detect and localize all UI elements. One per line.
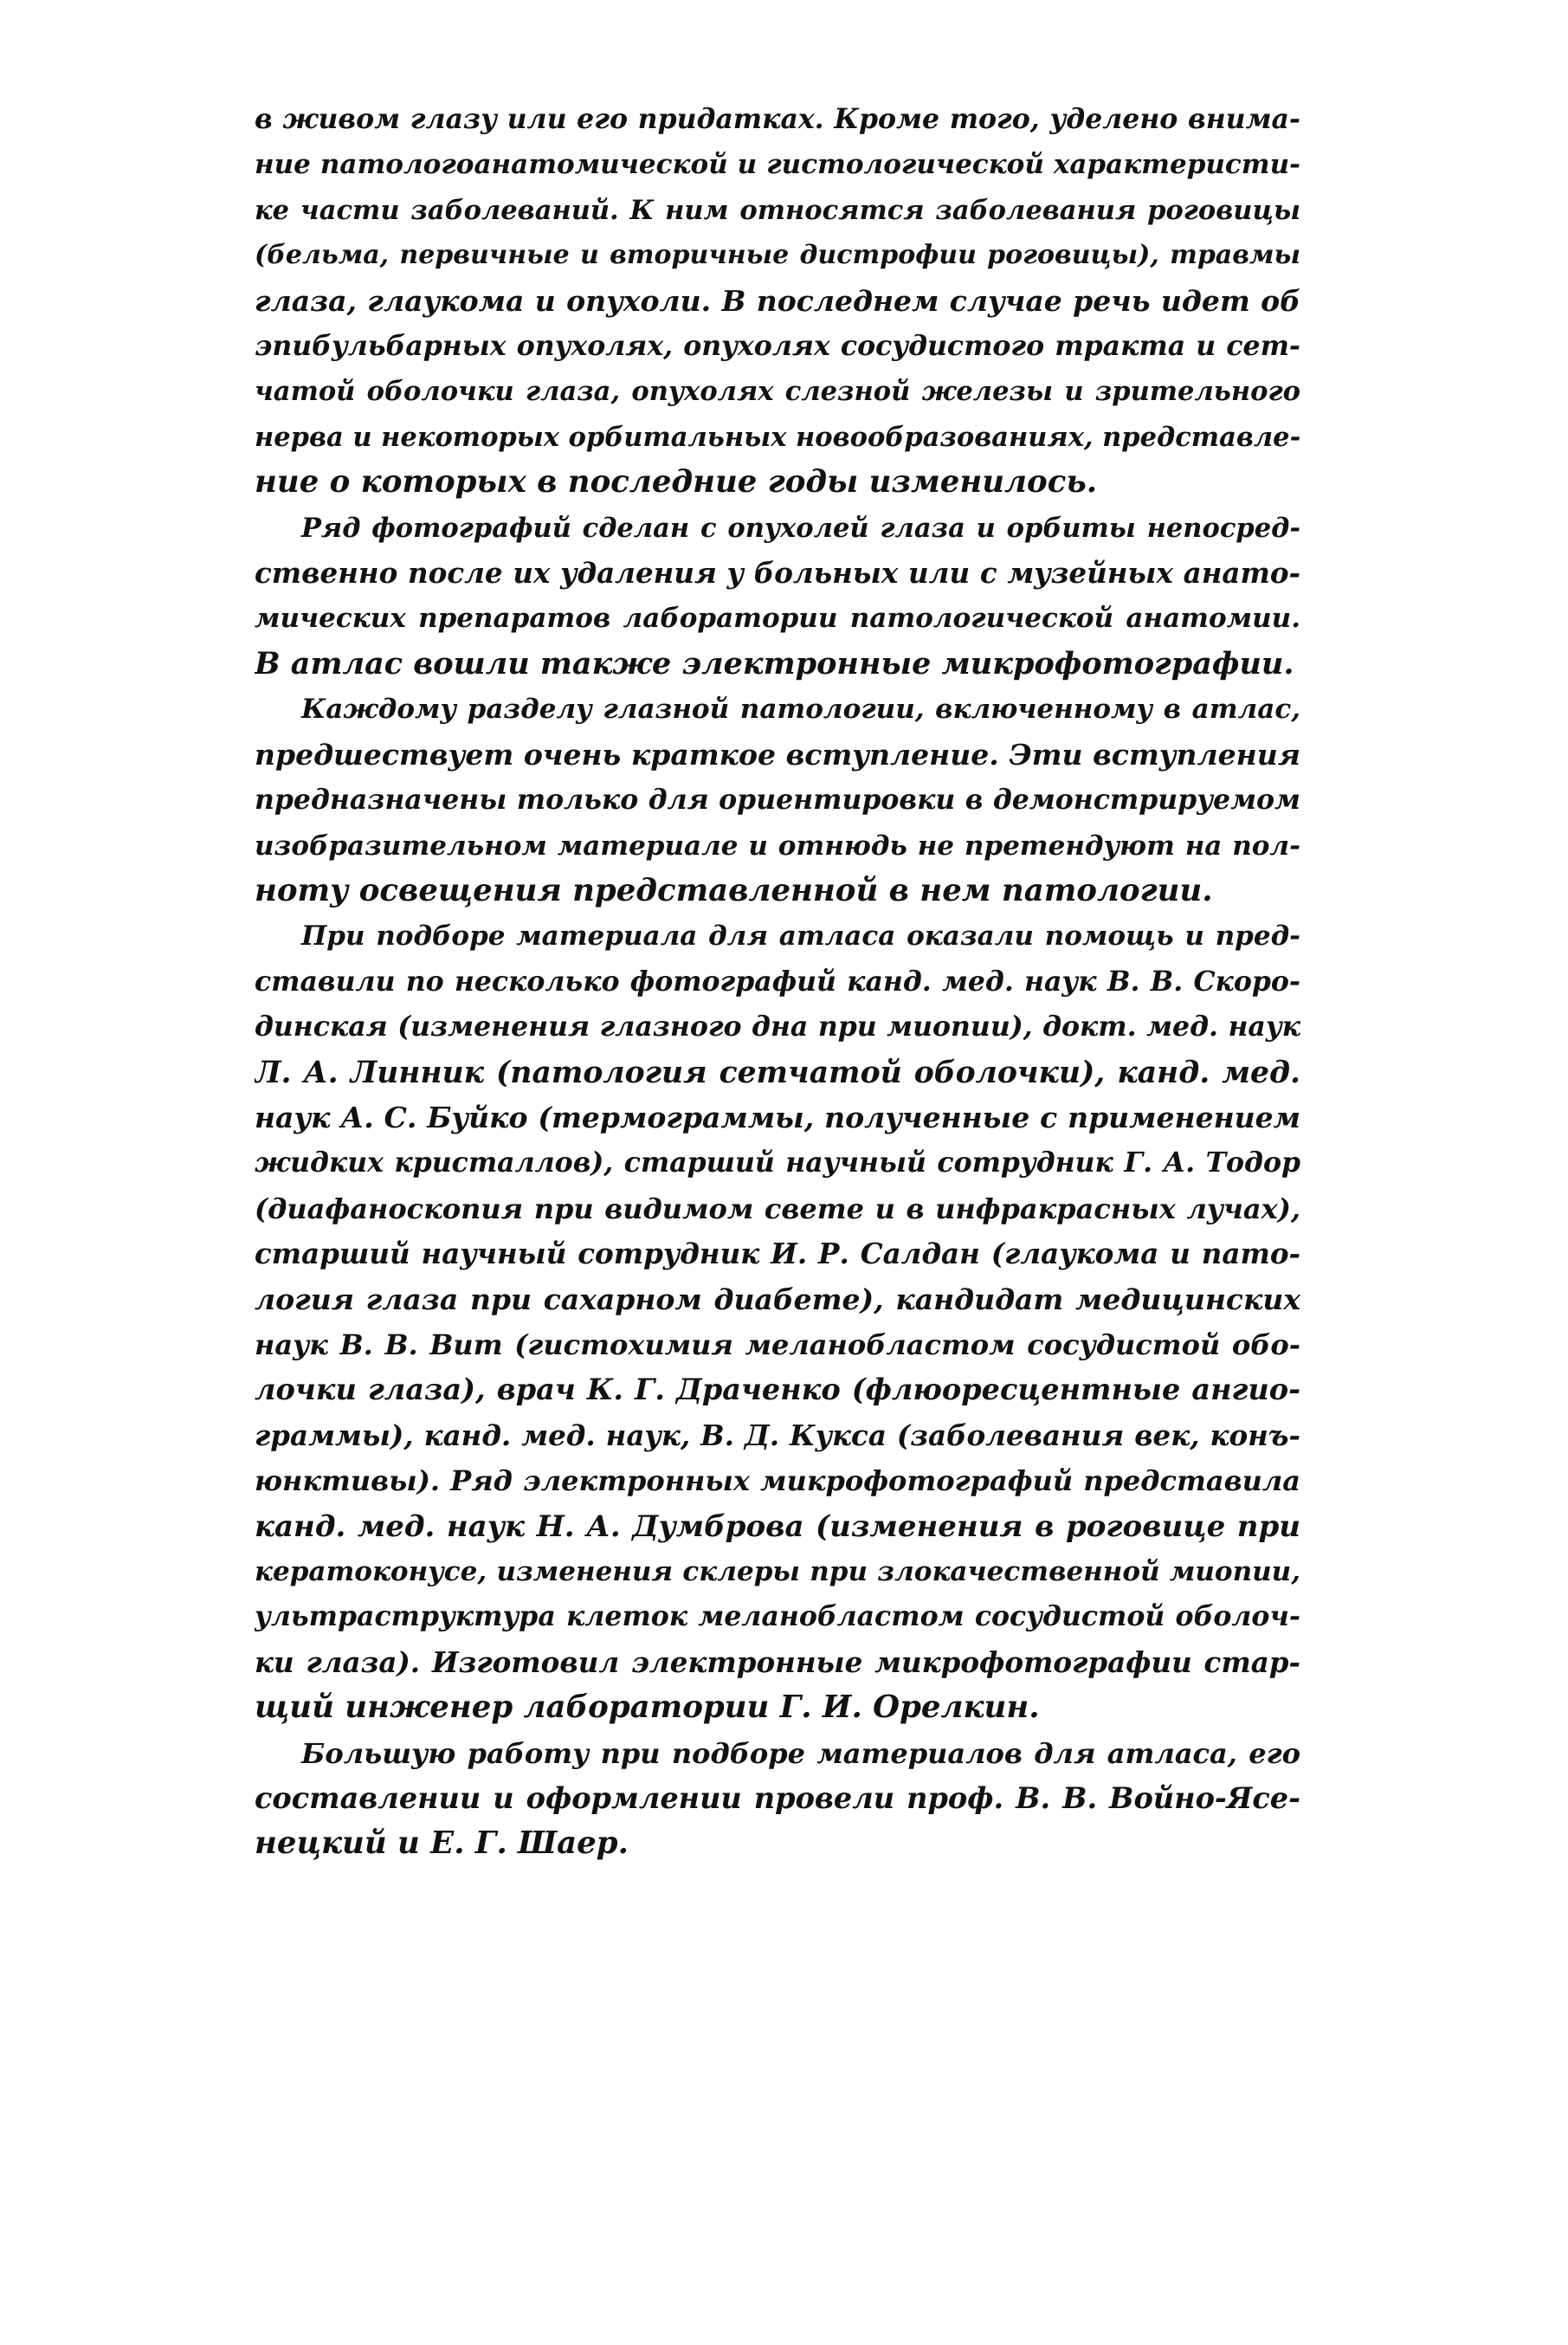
text-line: предшествует очень краткое вступление. Эти вступления (255, 737, 1300, 772)
text-line: ки глаза). Изготовил электронные микрофотографии стар- (255, 1644, 1300, 1679)
text-line: ноту освещения представленной в нем патологии. (255, 872, 1213, 908)
paragraph-1 (255, 97, 1300, 506)
text-line: Л. А. Линник (патология сетчатой оболочки), канд. мед. (255, 1055, 1300, 1090)
text-line: старший научный сотрудник И. Р. Салдан (глаукома и пато- (255, 1237, 1300, 1271)
text-line: При подборе материала для атласа оказали помощь и пред- (301, 921, 1300, 953)
text-line: мических препаратов лаборатории патологической анатомии. (255, 603, 1300, 635)
text-line: эпибульбарных опухолях, опухолях сосудистого тракта и сет- (255, 330, 1300, 363)
text-line: В атлас вошли также электронные микрофотографии. (255, 645, 1294, 682)
text-line: (диафаноскопия при видимом свете и в инфракрасных лучах), (255, 1192, 1300, 1225)
text-line: предназначены только для ориентировки в демонстрируемом (255, 784, 1300, 817)
text-line: юнктивы). Ряд электронных микрофотографий представила (255, 1464, 1300, 1498)
text-line: составлении и оформлении провели проф. В. В. Войно-Ясе- (255, 1781, 1300, 1816)
body-text (255, 97, 1300, 1867)
text-line: Каждому разделу глазной патологии, включенному в атлас, (301, 694, 1300, 726)
text-line: ультраструктура клеток меланобластом сосудистой оболоч- (255, 1600, 1300, 1633)
text-line: чатой оболочки глаза, опухолях слезной железы и зрительного (255, 376, 1300, 408)
paragraph-5 (255, 1731, 1300, 1867)
text-line: канд. мед. наук Н. А. Думброва (изменения в роговице при (255, 1508, 1300, 1544)
text-line: ке части заболеваний. К ним относятся заболевания роговицы (255, 194, 1300, 226)
text-line: ставили по несколько фотографий канд. мед. наук В. В. Скоро- (255, 965, 1300, 998)
text-line: Большую работу при подборе материалов для атласа, его (301, 1736, 1300, 1770)
text-line: ние о которых в последние годы изменилось. (255, 464, 1098, 501)
text-line: нерва и некоторых орбитальных новообразованиях, представле- (255, 421, 1300, 453)
text-line: лочки глаза), врач К. Г. Драченко (флюоресцентные ангио- (255, 1373, 1300, 1407)
paragraph-2 (255, 506, 1300, 688)
text-line: граммы), канд. мед. наук, В. Д. Кукса (заболевания век, конъ- (255, 1418, 1300, 1452)
text-line: изобразительном материале и отнюдь не претендуют на пол- (255, 830, 1300, 862)
text-line: наук А. С. Буйко (термограммы, полученные с применением (255, 1100, 1300, 1134)
text-line: жидких кристаллов), старший научный сотрудник Г. А. Тодор (255, 1147, 1300, 1179)
text-line: ние патологоанатомической и гистологической характеристи- (255, 149, 1300, 181)
text-line: (бельма, первичные и вторичные дистрофии роговицы), травмы (255, 240, 1300, 271)
text-line: кератоконусе, изменения склеры при злокачественной миопии, (255, 1556, 1300, 1587)
text-line: нецкий и Е. Г. Шаер. (255, 1825, 629, 1862)
text-line: ственно после их удаления у больных или с музейных анато- (255, 556, 1300, 591)
text-line: логия глаза при сахарном диабете), кандидат медицинских (255, 1282, 1300, 1316)
paragraph-4 (255, 914, 1300, 1730)
text-line: динская (изменения глазного дна при миопии), докт. мед. наук (255, 1011, 1300, 1043)
text-line: Ряд фотографий сделан с опухолей глаза и орбиты непосред- (301, 512, 1300, 544)
text-line: щий инженер лаборатории Г. И. Орелкин. (255, 1689, 1040, 1726)
text-line: наук В. В. Вит (гистохимия меланобластом сосудистой обо- (255, 1328, 1300, 1361)
paragraph-3 (255, 687, 1300, 914)
text-line: глаза, глаукома и опухоли. В последнем случае речь идет об (255, 283, 1300, 318)
text-line: в живом глазу или его придатках. Кроме того, уделено внима- (255, 103, 1300, 135)
